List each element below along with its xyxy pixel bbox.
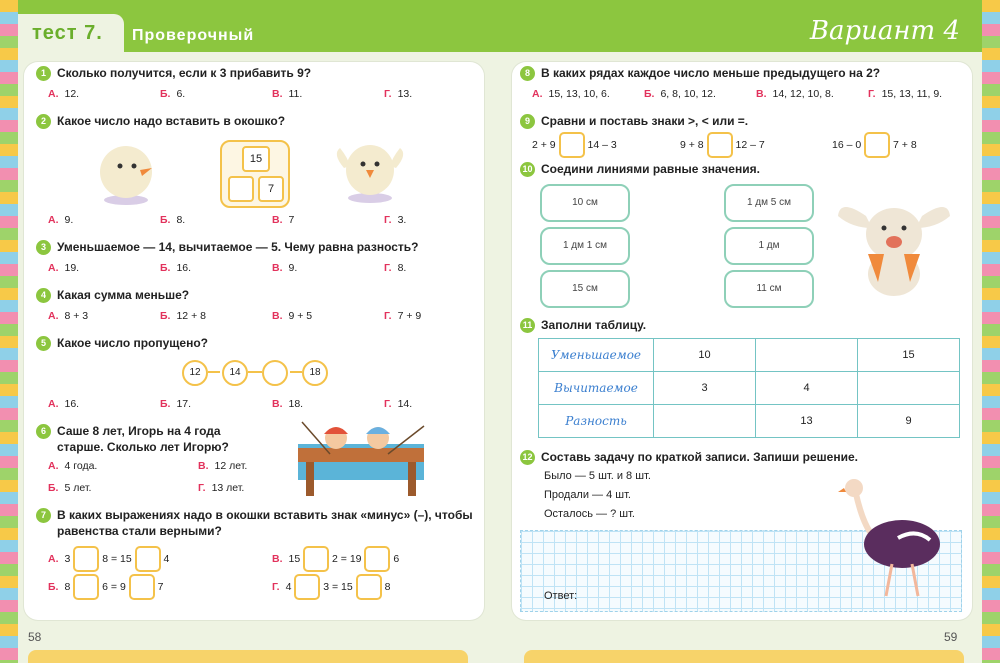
condition-line: Продали — 4 шт. — [544, 489, 631, 501]
sign-box[interactable] — [129, 574, 155, 600]
option[interactable]: А. 19. — [48, 262, 80, 274]
house-empty-window[interactable] — [228, 176, 254, 202]
option[interactable]: Б. 8. — [160, 214, 186, 226]
sign-box[interactable] — [356, 574, 382, 600]
table-cell[interactable] — [858, 372, 960, 405]
option[interactable]: В. 18. — [272, 398, 304, 410]
option[interactable]: Г. 8. — [384, 262, 407, 274]
question-8: 8 В каких рядах каждое число меньше предыдущего на 2? — [520, 66, 880, 81]
house-top-number: 15 — [242, 146, 270, 172]
chick-illustration — [96, 130, 162, 206]
question-4: 4 Какая сумма меньше? — [36, 288, 189, 303]
option[interactable]: А. 15, 13, 10, 6. — [532, 88, 610, 100]
option[interactable]: В. 12 лет. — [198, 460, 248, 472]
measure-right[interactable]: 1 дм 5 см — [724, 184, 814, 222]
option[interactable]: Г. 3. — [384, 214, 407, 226]
bottom-decor-right — [524, 650, 964, 663]
expression-a: А. 3 8 = 15 4 — [48, 546, 169, 572]
sign-box[interactable] — [73, 574, 99, 600]
measure-right[interactable]: 11 см — [724, 270, 814, 308]
option[interactable]: А. 4 года. — [48, 460, 98, 472]
sign-box[interactable] — [364, 546, 390, 572]
option[interactable]: Г. 13. — [384, 88, 413, 100]
chain-number: 12 — [182, 360, 208, 386]
condition-line: Осталось — ? шт. — [544, 508, 635, 520]
test-label: тест 7. — [32, 22, 103, 44]
bunny-illustration — [838, 194, 950, 296]
bird-illustration — [330, 128, 410, 204]
measure-left[interactable]: 1 дм 1 см — [540, 227, 630, 265]
table-cell[interactable]: 15 — [858, 339, 960, 372]
expression-b: Б. 8 6 = 9 7 — [48, 574, 164, 600]
question-number: 1 — [36, 66, 51, 81]
option[interactable]: Г. 14. — [384, 398, 413, 410]
measure-left[interactable]: 15 см — [540, 270, 630, 308]
option[interactable]: Б. 5 лет. — [48, 482, 92, 494]
compare-2: 9 + 8 12 – 7 — [680, 132, 765, 158]
table-cell[interactable]: 4 — [756, 372, 858, 405]
option[interactable]: Б. 6, 8, 10, 12. — [644, 88, 716, 100]
compare-box[interactable] — [559, 132, 585, 158]
option[interactable]: В. 14, 12, 10, 8. — [756, 88, 834, 100]
measure-left[interactable]: 10 см — [540, 184, 630, 222]
test-title: Проверочный — [132, 27, 255, 44]
option[interactable]: Б. 17. — [160, 398, 192, 410]
option[interactable]: Г. 15, 13, 11, 9. — [868, 88, 943, 100]
row-header: Уменьшаемое — [539, 339, 654, 372]
expression-v: В. 15 2 = 19 6 — [272, 546, 399, 572]
option[interactable]: А. 9. — [48, 214, 74, 226]
table-cell[interactable]: 9 — [858, 405, 960, 438]
table-row — [539, 405, 960, 438]
left-decorative-stripe — [0, 0, 18, 663]
right-decorative-stripe — [982, 0, 1000, 663]
table-row — [539, 339, 960, 372]
measure-right[interactable]: 1 дм — [724, 227, 814, 265]
question-10: 10 Соедини линиями равные значения. — [520, 162, 760, 177]
page-number-right: 59 — [944, 630, 958, 644]
house-right-number: 7 — [258, 176, 284, 202]
chain-number: 14 — [222, 360, 248, 386]
chain-number: 18 — [302, 360, 328, 386]
answer-label: Ответ: — [544, 590, 578, 602]
compare-box[interactable] — [707, 132, 733, 158]
table-cell[interactable] — [654, 405, 756, 438]
question-11: 11 Заполни таблицу. — [520, 318, 646, 333]
option[interactable]: А. 8 + 3 — [48, 310, 89, 322]
question-6-line2: старше. Сколько лет Игорю? — [57, 440, 229, 454]
condition-line: Было — 5 шт. и 8 шт. — [544, 470, 651, 482]
question-7-line2: равенства стали верными? — [57, 524, 222, 538]
option[interactable]: А. 16. — [48, 398, 80, 410]
question-9: 9 Сравни и поставь знаки >, < или =. — [520, 114, 748, 129]
table-cell[interactable]: 10 — [654, 339, 756, 372]
option[interactable]: Г. 7 + 9 — [384, 310, 422, 322]
fill-table — [538, 338, 960, 438]
chain-empty[interactable] — [262, 360, 288, 386]
sign-box[interactable] — [135, 546, 161, 572]
question-1 — [36, 66, 311, 81]
option[interactable]: В. 11. — [272, 88, 303, 100]
option[interactable]: Г. 13 лет. — [198, 482, 245, 494]
variant-title: Вариант 4 — [809, 16, 960, 46]
table-cell[interactable]: 3 — [654, 372, 756, 405]
page-number-left: 58 — [28, 630, 42, 644]
sign-box[interactable] — [294, 574, 320, 600]
sign-box[interactable] — [303, 546, 329, 572]
expression-g: Г. 4 3 = 15 8 — [272, 574, 390, 600]
row-header: Вычитаемое — [539, 372, 654, 405]
option[interactable]: В. 7 — [272, 214, 295, 226]
question-3: 3 Уменьшаемое — 14, вычитаемое — 5. Чему равна разность? — [36, 240, 419, 255]
row-header: Разность — [539, 405, 654, 438]
option[interactable]: Б. 12 + 8 — [160, 310, 206, 322]
question-12: 12 Составь задачу по краткой записи. Запиши решение. — [520, 450, 858, 465]
option[interactable]: В. 9. — [272, 262, 298, 274]
table-cell[interactable] — [756, 339, 858, 372]
fishing-kids-illustration — [292, 414, 430, 498]
table-cell[interactable]: 13 — [756, 405, 858, 438]
compare-3: 16 – 0 7 + 8 — [832, 132, 917, 158]
table-row — [539, 372, 960, 405]
compare-1: 2 + 9 14 – 3 — [532, 132, 617, 158]
compare-box[interactable] — [864, 132, 890, 158]
question-7: 7 В каких выражениях надо в окошки вставить знак «минус» (–), чтобы — [36, 508, 473, 523]
question-5: 5 Какое число пропущено? — [36, 336, 208, 351]
option[interactable]: Б. 16. — [160, 262, 192, 274]
option[interactable]: Б. 6. — [160, 88, 186, 100]
bottom-decor-left — [28, 650, 468, 663]
question-2: 2 Какое число надо вставить в окошко? — [36, 114, 285, 129]
question-text: Сколько получится, если к 3 прибавить 9? — [57, 66, 312, 80]
question-6: 6 Саше 8 лет, Игорь на 4 года — [36, 424, 221, 439]
sign-box[interactable] — [73, 546, 99, 572]
ostrich-illustration — [838, 474, 946, 598]
option[interactable]: А. 12. — [48, 88, 80, 100]
option[interactable]: В. 9 + 5 — [272, 310, 313, 322]
